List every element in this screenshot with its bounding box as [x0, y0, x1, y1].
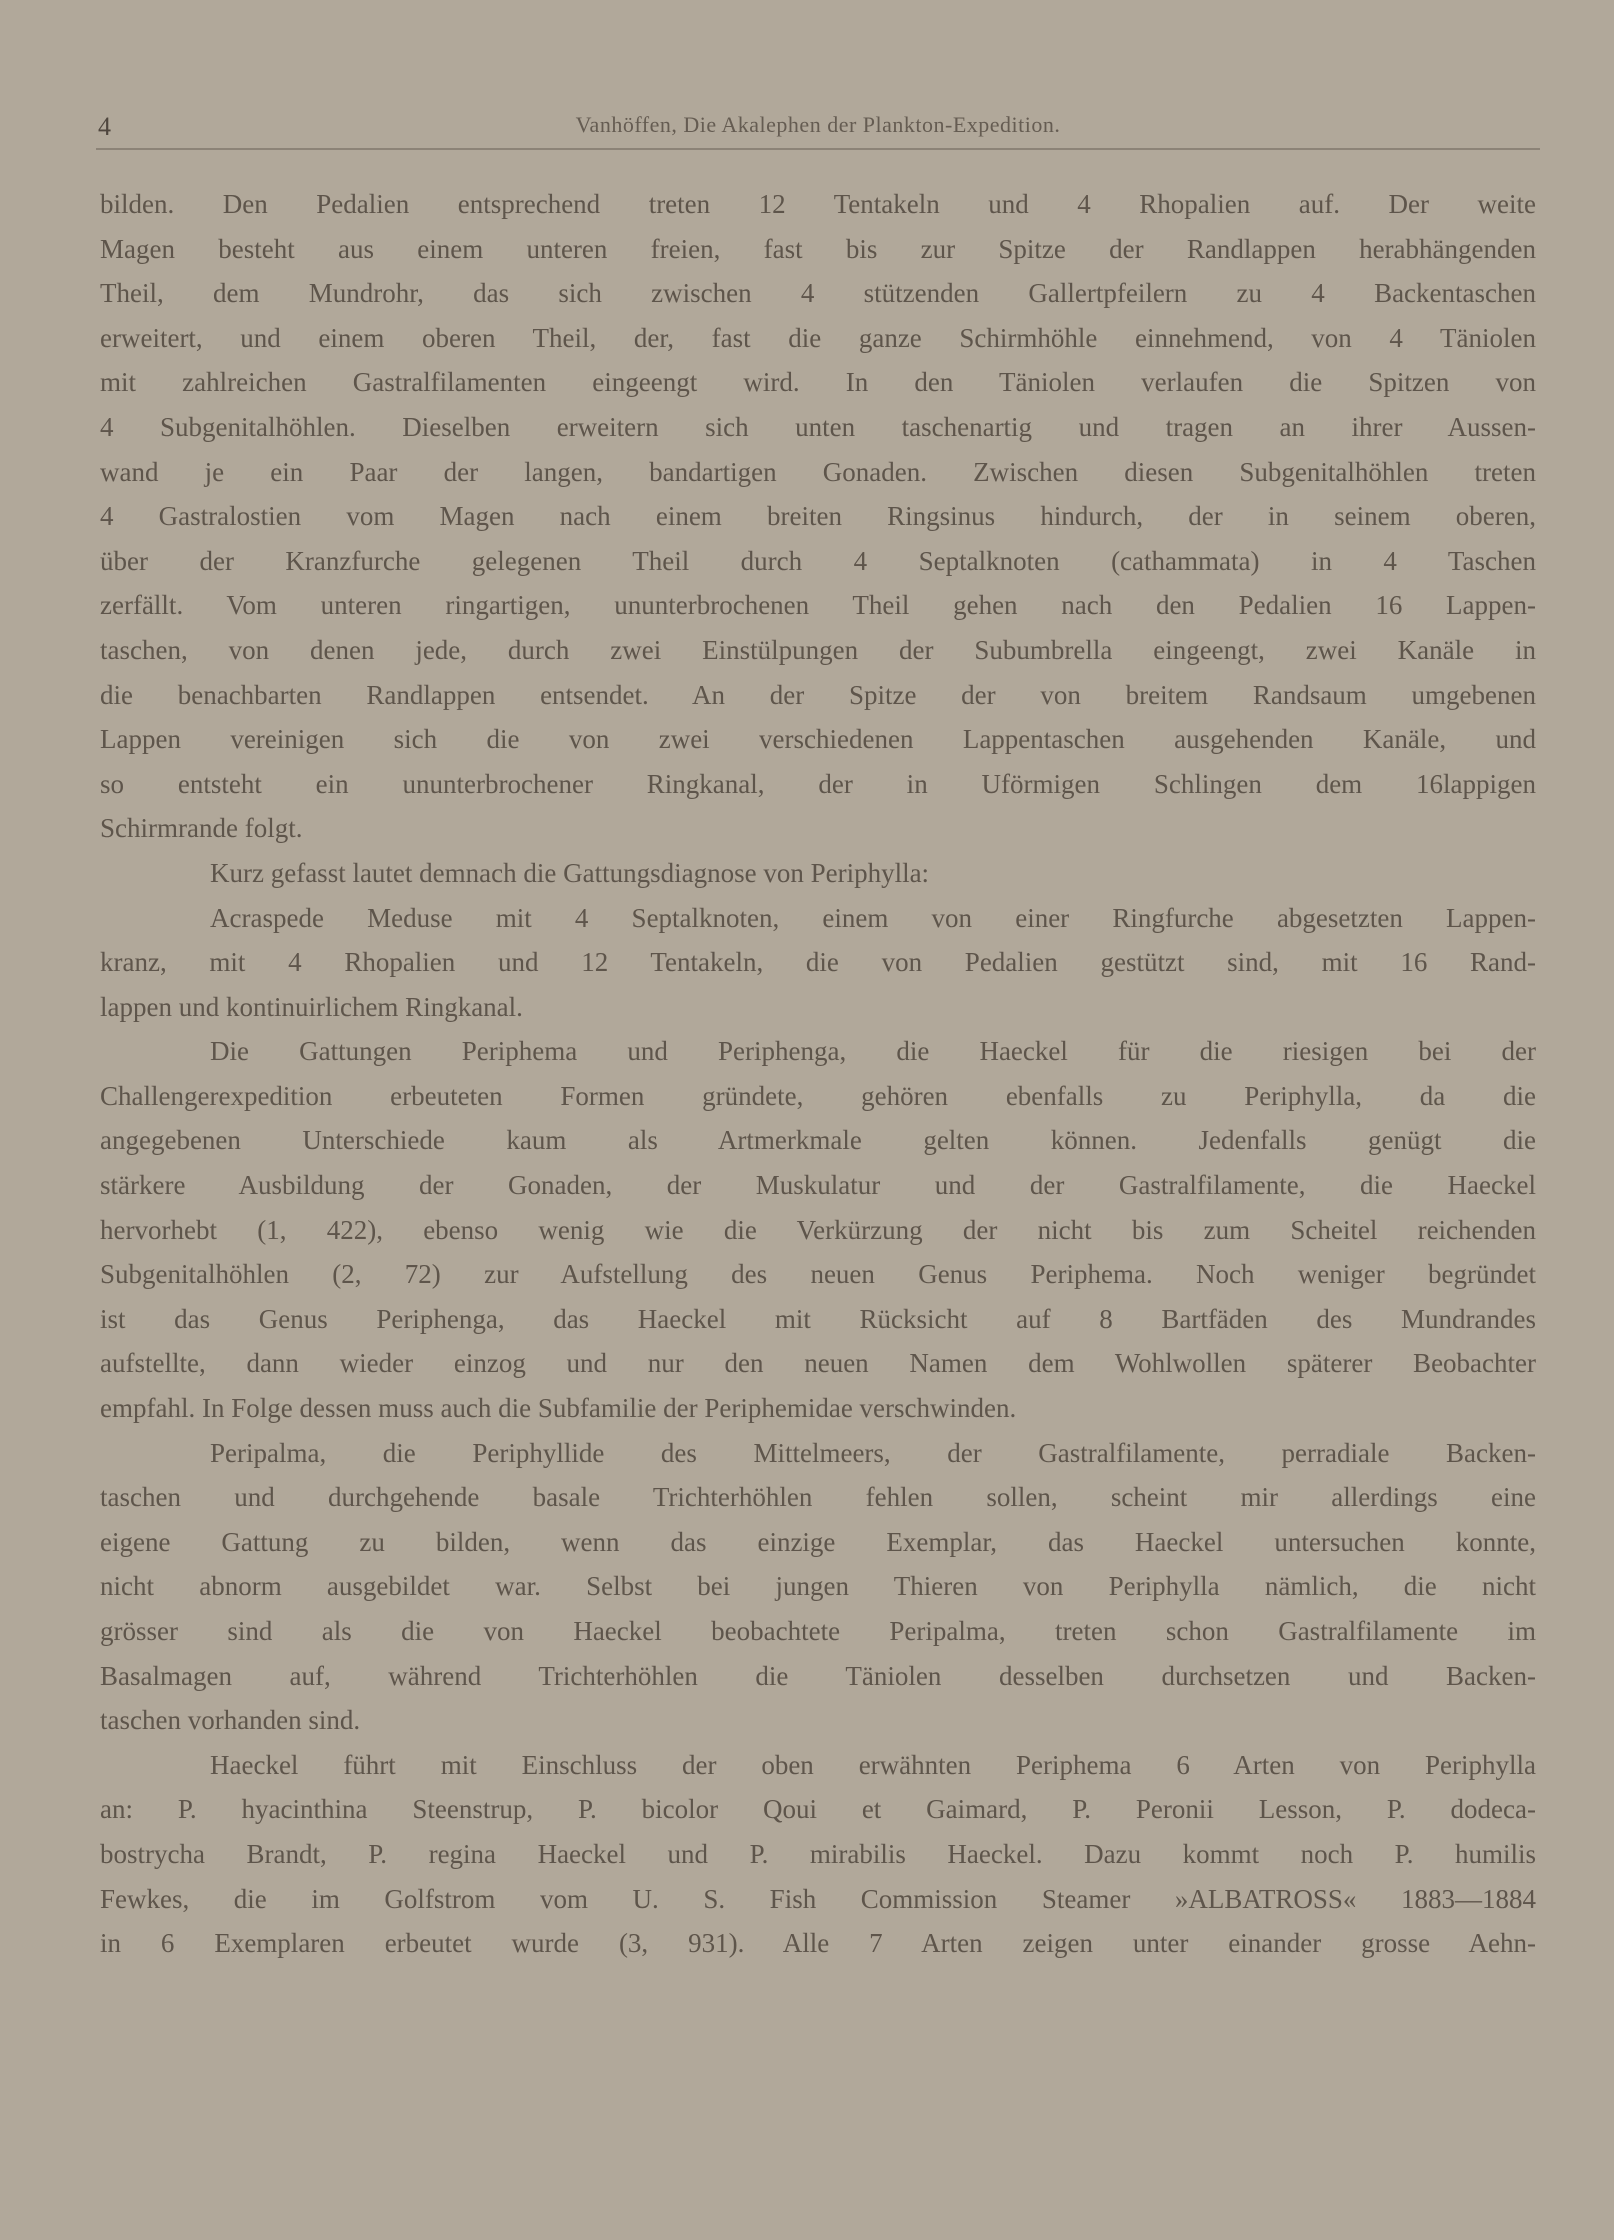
text-line: hervorhebt (1, 422), ebenso wenig wie die Verkürzung der nicht bis zum Scheitel reichenden [100, 1214, 1536, 1245]
text-line: Peripalma, die Periphyllide des Mittelmeers, der Gastralfilamente, perradiale Backen- [210, 1437, 1536, 1468]
text-line: stärkere Ausbildung der Gonaden, der Muskulatur und der Gastralfilamente, die Haeckel [100, 1170, 1536, 1201]
header-rule [96, 148, 1540, 150]
text-line: kranz, mit 4 Rhopalien und 12 Tentakeln, die von Pedalien gestützt sind, mit 16 Rand- [100, 947, 1536, 978]
text-line: Lappen vereinigen sich die von zwei verschiedenen Lappentaschen ausgehenden Kanäle, und [100, 724, 1536, 755]
text-line: Acraspede Meduse mit 4 Septalknoten, einem von einer Ringfurche abgesetzten Lappen- [210, 902, 1536, 933]
text-line: 4 Gastralostien vom Magen nach einem breiten Ringsinus hindurch, der in seinem oberen, [100, 501, 1536, 532]
text-line: in 6 Exemplaren erbeutet wurde (3, 931). Alle 7 Arten zeigen unter einander grosse Aehn- [100, 1928, 1536, 1959]
text-line: Basalmagen auf, während Trichterhöhlen die Täniolen desselben durchsetzen und Backen- [100, 1660, 1536, 1691]
text-line: mit zahlreichen Gastralfilamenten eingeengt wird. In den Täniolen verlaufen die Spitzen von [100, 367, 1536, 398]
text-line: ist das Genus Periphenga, das Haeckel mit Rücksicht auf 8 Bartfäden des Mundrandes [100, 1303, 1536, 1334]
text-line: die benachbarten Randlappen entsendet. An der Spitze der von breitem Randsaum umgebenen [100, 679, 1536, 710]
text-line: Theil, dem Mundrohr, das sich zwischen 4 stützenden Gallertpfeilern zu 4 Backentaschen [100, 278, 1536, 309]
text-line: bilden. Den Pedalien entsprechend treten 12 Tentakeln und 4 Rhopalien auf. Der weite [100, 189, 1536, 219]
running-title: Vanhöffen, Die Akalephen der Plankton-Expedition. [575, 112, 1061, 137]
text-line: aufstellte, dann wieder einzog und nur den neuen Namen dem Wohlwollen späterer Beobachter [100, 1348, 1536, 1379]
text-line: Haeckel führt mit Einschluss der oben erwähnten Periphema 6 Arten von Periphylla [210, 1749, 1536, 1780]
text-line: taschen vorhanden sind. [100, 1705, 361, 1736]
text-line: über der Kranzfurche gelegenen Theil durch 4 Septalknoten (cathammata) in 4 Taschen [100, 545, 1536, 576]
text-line: lappen und kontinuirlichem Ringkanal. [100, 991, 523, 1022]
text-line: bostrycha Brandt, P. regina Haeckel und P. mirabilis Haeckel. Dazu kommt noch P. humilis [100, 1838, 1536, 1869]
text-line: wand je ein Paar der langen, bandartigen Gonaden. Zwischen diesen Subgenitalhöhlen treten [100, 456, 1536, 487]
text-line: angegebenen Unterschiede kaum als Artmerkmale gelten können. Jedenfalls genügt die [100, 1125, 1536, 1156]
text-line: an: P. hyacinthina Steenstrup, P. bicolor Qoui et Gaimard, P. Peronii Lesson, P. dodeca- [100, 1794, 1536, 1825]
text-line: Kurz gefasst lautet demnach die Gattungsdiagnose von Periphylla: [210, 857, 930, 888]
text-line: so entsteht ein ununterbrochener Ringkanal, der in Uförmigen Schlingen dem 16lappigen [100, 768, 1536, 799]
text-line: Die Gattungen Periphema und Periphenga, die Haeckel für die riesigen bei der [210, 1036, 1536, 1067]
page-number: 4 [98, 112, 111, 141]
body-text [100, 182, 1536, 1966]
text-line: Magen besteht aus einem unteren freien, fast bis zur Spitze der Randlappen herabhängenden [100, 233, 1536, 264]
text-line: empfahl. In Folge dessen muss auch die Subfamilie der Periphemidae verschwinden. [100, 1393, 1017, 1424]
text-line: taschen, von denen jede, durch zwei Einstülpungen der Subumbrella eingeengt, zwei Kanäle in [100, 634, 1536, 665]
text-line: erweitert, und einem oberen Theil, der, fast die ganze Schirmhöhle einnehmend, von 4 Täniolen [100, 322, 1536, 353]
text-line: nicht abnorm ausgebildet war. Selbst bei jungen Thieren von Periphylla nämlich, die nicht [100, 1571, 1536, 1602]
text-line: Challengerexpedition erbeuteten Formen gründete, gehören ebenfalls zu Periphylla, da die [100, 1080, 1536, 1111]
text-line: Subgenitalhöhlen (2, 72) zur Aufstellung des neuen Genus Periphema. Noch weniger begründet [100, 1259, 1536, 1290]
text-line: 4 Subgenitalhöhlen. Dieselben erweitern sich unten taschenartig und tragen an ihrer Aussen- [100, 411, 1536, 442]
text-line: Fewkes, die im Golfstrom vom U. S. Fish Commission Steamer »ALBATROSS« 1883—1884 [100, 1883, 1536, 1914]
text-line: eigene Gattung zu bilden, wenn das einzige Exemplar, das Haeckel untersuchen konnte, [100, 1526, 1536, 1557]
running-head [96, 108, 1540, 148]
text-line: grösser sind als die von Haeckel beobachtete Peripalma, treten schon Gastralfilamente im [100, 1616, 1536, 1646]
text-line: Schirmrande folgt. [100, 813, 303, 844]
text-line: taschen und durchgehende basale Trichterhöhlen fehlen sollen, scheint mir allerdings eine [100, 1482, 1536, 1513]
text-line: zerfällt. Vom unteren ringartigen, ununterbrochenen Theil gehen nach den Pedalien 16 Lappen- [100, 590, 1536, 621]
